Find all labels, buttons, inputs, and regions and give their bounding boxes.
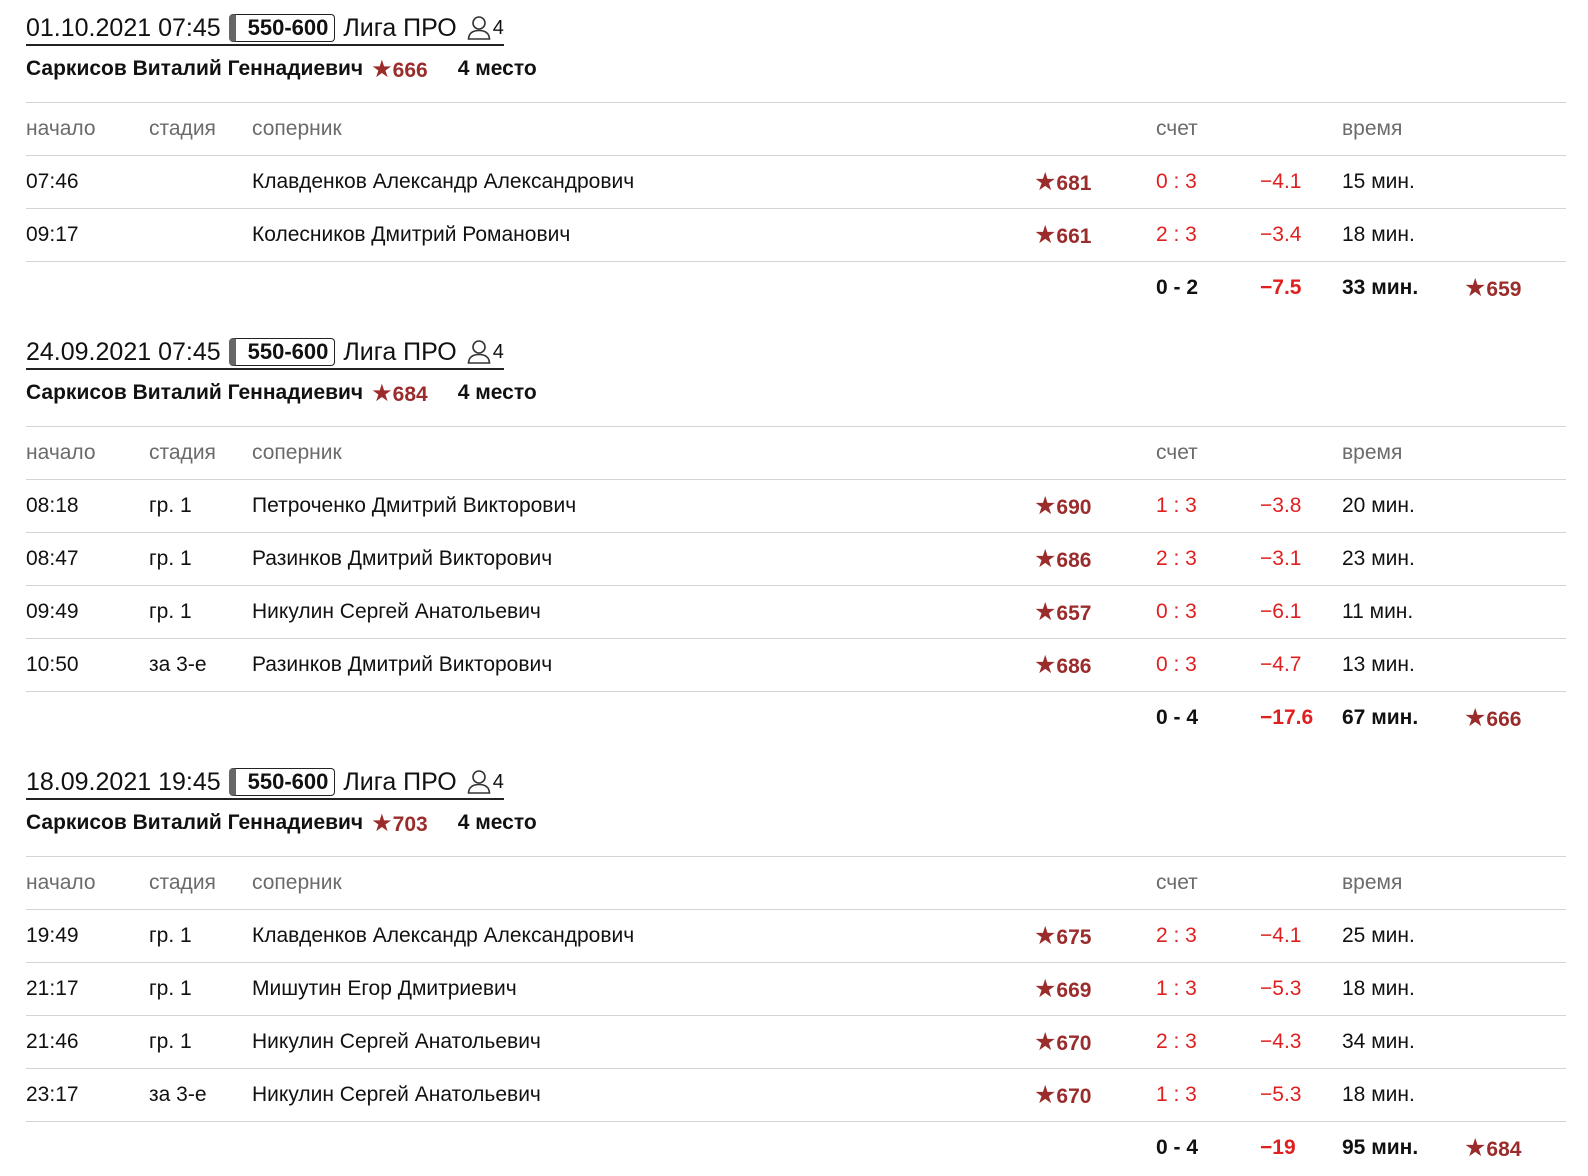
rating-range-badge: 550-600: [229, 768, 336, 796]
tournament-date: 01.10.2021 07:45: [26, 13, 221, 42]
opponent-rating: [1034, 910, 1091, 962]
person-icon: [467, 15, 491, 41]
col-score-header: счет: [1156, 117, 1198, 140]
opponent-link[interactable]: Никулин Сергей Анатольевич: [252, 1030, 541, 1053]
final-rating: [1464, 692, 1521, 744]
total-duration: 95 мин.: [1342, 1136, 1419, 1159]
opponent-rating: [1034, 156, 1091, 208]
opponent-link[interactable]: Разинков Дмитрий Викторович: [252, 653, 553, 676]
player-rating-value: 703: [392, 812, 428, 836]
rating-delta: −3.4: [1260, 223, 1302, 246]
participants-number: 4: [492, 770, 504, 793]
opponent-link[interactable]: Мишутин Егор Дмитриевич: [252, 977, 517, 1000]
final-rating-value: 659: [1486, 278, 1522, 301]
matches-table: [26, 102, 1566, 314]
tournament-header: [26, 0, 1566, 46]
match-duration: 11 мин.: [1342, 600, 1414, 623]
match-score: 2 : 3: [1156, 547, 1197, 570]
opponent-rating: [1034, 1016, 1091, 1068]
player-rating: [371, 55, 428, 84]
match-stage: гр. 1: [149, 494, 192, 517]
col-score-header: счет: [1156, 441, 1198, 464]
table-row: [26, 1015, 1566, 1068]
match-stage: гр. 1: [149, 1030, 192, 1053]
opponent-rating-value: 670: [1056, 1085, 1092, 1108]
rating-range-badge: 550-600: [229, 14, 336, 42]
col-stage-header: стадия: [149, 441, 216, 464]
total-score: 0 - 4: [1156, 706, 1199, 729]
match-duration: 13 мин.: [1342, 653, 1415, 676]
league-name: Лига ПРО: [343, 767, 457, 796]
star-icon: ★: [1034, 1028, 1057, 1056]
person-icon: [467, 769, 491, 795]
table-row: [26, 909, 1566, 962]
opponent-rating-value: 686: [1056, 549, 1092, 572]
tournament-date: 18.09.2021 19:45: [26, 767, 221, 796]
table-row: [26, 638, 1566, 691]
tournament-link[interactable]: [26, 12, 504, 46]
match-start: 07:46: [26, 170, 79, 193]
table-header: [26, 856, 1566, 909]
opponent-link[interactable]: Клавденков Александр Александрович: [252, 924, 635, 947]
star-icon: ★: [1034, 922, 1057, 950]
star-icon: ★: [371, 809, 393, 837]
match-score: 0 : 3: [1156, 653, 1197, 676]
table-row: [26, 208, 1566, 261]
player-rating: [371, 379, 428, 408]
table-header: [26, 102, 1566, 155]
tournament-link[interactable]: [26, 766, 504, 800]
match-score: 2 : 3: [1156, 223, 1197, 246]
totals-row: [26, 691, 1566, 744]
participants-number: 4: [492, 340, 504, 363]
totals-row: [26, 1121, 1566, 1174]
player-rating-value: 684: [392, 382, 428, 406]
opponent-link[interactable]: Петроченко Дмитрий Викторович: [252, 494, 577, 517]
match-duration: 20 мин.: [1342, 494, 1415, 517]
total-delta: −19: [1260, 1136, 1296, 1159]
opponent-rating-value: 669: [1056, 979, 1092, 1002]
col-time-header: время: [1342, 117, 1403, 140]
match-score: 0 : 3: [1156, 170, 1197, 193]
total-delta: −17.6: [1260, 706, 1314, 729]
opponent-rating: [1034, 480, 1091, 532]
star-icon: ★: [1034, 975, 1057, 1003]
player-rating-value: 666: [392, 58, 428, 82]
match-stage: гр. 1: [149, 547, 192, 570]
col-score-header: счет: [1156, 871, 1198, 894]
match-start: 09:49: [26, 600, 79, 623]
star-icon: ★: [1464, 704, 1487, 732]
match-stage: гр. 1: [149, 600, 192, 623]
player-name: Саркисов Виталий Геннадиевич: [26, 381, 364, 404]
opponent-rating: [1034, 963, 1091, 1015]
col-start-header: начало: [26, 441, 96, 464]
league-name: Лига ПРО: [343, 13, 457, 42]
rating-delta: −4.7: [1260, 653, 1302, 676]
match-start: 21:46: [26, 1030, 79, 1053]
match-score: 1 : 3: [1156, 1083, 1197, 1106]
opponent-rating-value: 686: [1056, 655, 1092, 678]
matches-table: [26, 856, 1566, 1174]
matches-table: [26, 426, 1566, 744]
total-score: 0 - 2: [1156, 276, 1199, 299]
rating-delta: −4.1: [1260, 924, 1302, 947]
tournament-link[interactable]: [26, 336, 504, 370]
match-start: 21:17: [26, 977, 79, 1000]
table-row: [26, 532, 1566, 585]
match-stage: за 3-е: [149, 1083, 207, 1106]
col-start-header: начало: [26, 117, 96, 140]
opponent-rating-value: 670: [1056, 1032, 1092, 1055]
table-row: [26, 479, 1566, 532]
opponent-link[interactable]: Клавденков Александр Александрович: [252, 170, 635, 193]
player-place: 4 место: [457, 381, 537, 404]
star-icon: ★: [1034, 545, 1057, 573]
col-opponent-header: соперник: [252, 441, 342, 464]
tournament-block: [26, 324, 1566, 732]
match-duration: 18 мин.: [1342, 977, 1415, 1000]
match-start: 08:47: [26, 547, 79, 570]
rating-delta: −4.1: [1260, 170, 1302, 193]
table-header: [26, 426, 1566, 479]
star-icon: ★: [1034, 221, 1057, 249]
opponent-rating: [1034, 639, 1091, 691]
table-row: [26, 585, 1566, 638]
tournament-header: [26, 754, 1566, 800]
player-place: 4 место: [457, 811, 537, 834]
person-icon: [467, 339, 491, 365]
tournament-header: [26, 324, 1566, 370]
opponent-rating-value: 690: [1056, 496, 1092, 519]
opponent-rating-value: 681: [1056, 172, 1092, 195]
match-duration: 18 мин.: [1342, 1083, 1415, 1106]
rating-delta: −4.3: [1260, 1030, 1302, 1053]
rating-delta: −5.3: [1260, 977, 1302, 1000]
match-score: 1 : 3: [1156, 494, 1197, 517]
col-time-header: время: [1342, 871, 1403, 894]
col-stage-header: стадия: [149, 871, 216, 894]
opponent-link[interactable]: Колесников Дмитрий Романович: [252, 223, 571, 246]
final-rating-value: 666: [1486, 708, 1522, 731]
star-icon: ★: [371, 55, 393, 83]
final-rating: [1464, 262, 1521, 314]
rating-delta: −6.1: [1260, 600, 1302, 623]
tournament-block: [26, 0, 1566, 302]
match-stage: гр. 1: [149, 977, 192, 1000]
match-start: 09:17: [26, 223, 79, 246]
star-icon: ★: [1464, 1134, 1487, 1162]
col-opponent-header: соперник: [252, 871, 342, 894]
tournament-date: 24.09.2021 07:45: [26, 337, 221, 366]
player-name: Саркисов Виталий Геннадиевич: [26, 811, 364, 834]
match-duration: 23 мин.: [1342, 547, 1415, 570]
opponent-rating: [1034, 209, 1091, 261]
match-duration: 34 мин.: [1342, 1030, 1415, 1053]
table-row: [26, 1068, 1566, 1121]
total-duration: 33 мин.: [1342, 276, 1419, 299]
match-start: 08:18: [26, 494, 79, 517]
opponent-rating-value: 657: [1056, 602, 1092, 625]
participants-count: [467, 15, 504, 41]
table-row: [26, 962, 1566, 1015]
total-score: 0 - 4: [1156, 1136, 1199, 1159]
col-stage-header: стадия: [149, 117, 216, 140]
match-duration: 15 мин.: [1342, 170, 1415, 193]
player-name: Саркисов Виталий Геннадиевич: [26, 57, 364, 80]
table-row: [26, 155, 1566, 208]
player-summary: [26, 806, 537, 840]
opponent-rating-value: 675: [1056, 926, 1092, 949]
rating-range-badge: 550-600: [229, 338, 336, 366]
match-stage: гр. 1: [149, 924, 192, 947]
participants-number: 4: [492, 16, 504, 39]
totals-row: [26, 261, 1566, 314]
star-icon: ★: [1034, 492, 1057, 520]
match-stage: за 3-е: [149, 653, 207, 676]
star-icon: ★: [1034, 598, 1057, 626]
match-start: 19:49: [26, 924, 79, 947]
star-icon: ★: [1034, 651, 1057, 679]
opponent-rating: [1034, 586, 1091, 638]
match-duration: 18 мин.: [1342, 223, 1415, 246]
rating-delta: −5.3: [1260, 1083, 1302, 1106]
match-duration: 25 мин.: [1342, 924, 1415, 947]
total-delta: −7.5: [1260, 276, 1302, 299]
star-icon: ★: [1034, 1081, 1057, 1109]
player-rating: [371, 809, 428, 838]
tournament-block: [26, 754, 1566, 1162]
final-rating: [1464, 1122, 1521, 1174]
rating-delta: −3.1: [1260, 547, 1302, 570]
star-icon: ★: [1034, 168, 1057, 196]
star-icon: ★: [371, 379, 393, 407]
match-score: 2 : 3: [1156, 924, 1197, 947]
match-start: 10:50: [26, 653, 79, 676]
opponent-rating-value: 661: [1056, 225, 1092, 248]
match-score: 2 : 3: [1156, 1030, 1197, 1053]
rating-delta: −3.8: [1260, 494, 1302, 517]
player-place: 4 место: [457, 57, 537, 80]
opponent-rating: [1034, 533, 1091, 585]
col-time-header: время: [1342, 441, 1403, 464]
col-start-header: начало: [26, 871, 96, 894]
col-opponent-header: соперник: [252, 117, 342, 140]
match-score: 0 : 3: [1156, 600, 1197, 623]
opponent-link[interactable]: Разинков Дмитрий Викторович: [252, 547, 553, 570]
opponent-link[interactable]: Никулин Сергей Анатольевич: [252, 1083, 541, 1106]
match-score: 1 : 3: [1156, 977, 1197, 1000]
player-summary: [26, 376, 537, 410]
match-start: 23:17: [26, 1083, 79, 1106]
player-summary: [26, 52, 537, 86]
final-rating-value: 684: [1486, 1138, 1522, 1161]
league-name: Лига ПРО: [343, 337, 457, 366]
opponent-rating: [1034, 1069, 1091, 1121]
total-duration: 67 мин.: [1342, 706, 1419, 729]
participants-count: [467, 339, 504, 365]
star-icon: ★: [1464, 274, 1487, 302]
opponent-link[interactable]: Никулин Сергей Анатольевич: [252, 600, 541, 623]
participants-count: [467, 769, 504, 795]
